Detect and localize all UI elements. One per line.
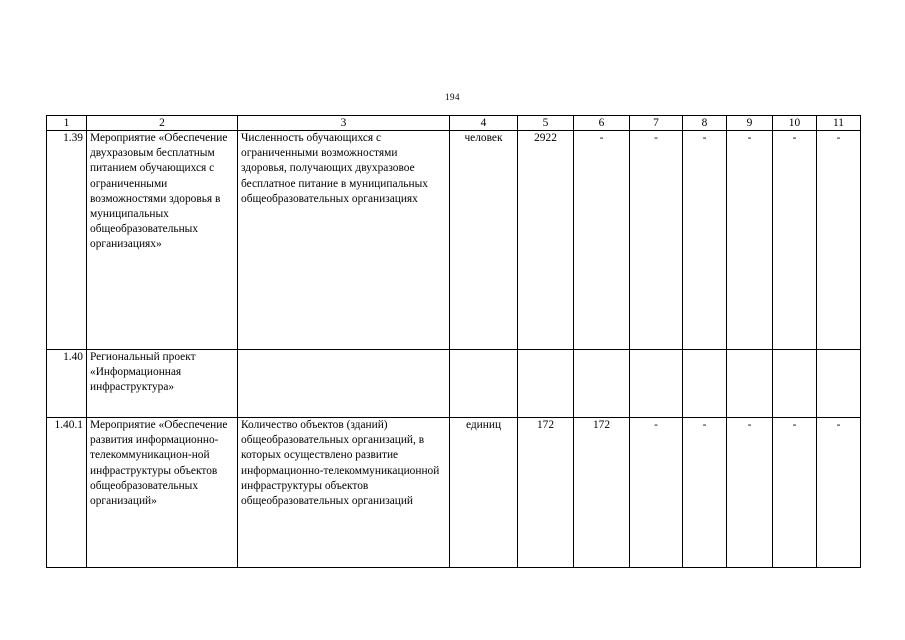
unit-cell: человек	[450, 131, 518, 350]
activity-name: Региональный проект «Информационная инфраструктура»	[87, 350, 238, 418]
value-cell: -	[727, 418, 773, 568]
header-cell: 11	[817, 116, 861, 131]
value-cell: -	[817, 131, 861, 350]
value-cell	[683, 350, 727, 418]
indicator-name: Количество объектов (зданий) общеобразовательных организаций, в которых осуществлено развитие информационно-телекоммуникационной инфраструктуры объектов общеобразовательных организаций	[238, 418, 450, 568]
unit-cell	[450, 350, 518, 418]
table-row	[47, 418, 861, 568]
value-cell: 172	[518, 418, 574, 568]
header-cell: 1	[47, 116, 87, 131]
header-cell: 6	[574, 116, 630, 131]
value-cell: -	[630, 418, 683, 568]
indicator-name: Численность обучающихся с ограниченными возможностями здоровья, получающих двухразовое бесплатное питание в муниципальных общеобразовательных организациях	[238, 131, 450, 350]
indicator-name	[238, 350, 450, 418]
activity-name: Мероприятие «Обеспечение развития информационно-телекоммуникацион-ной инфраструктуры объектов общеобразовательных организаций»	[87, 418, 238, 568]
value-cell	[630, 350, 683, 418]
indicators-table	[46, 115, 861, 568]
value-cell	[817, 350, 861, 418]
value-cell	[727, 350, 773, 418]
value-cell	[574, 350, 630, 418]
table-header-row	[47, 116, 861, 131]
table-row	[47, 131, 861, 350]
value-cell: -	[773, 418, 817, 568]
value-cell: 172	[574, 418, 630, 568]
value-cell: -	[727, 131, 773, 350]
value-cell: -	[683, 418, 727, 568]
unit-cell: единиц	[450, 418, 518, 568]
value-cell: -	[817, 418, 861, 568]
header-cell: 2	[87, 116, 238, 131]
value-cell: -	[574, 131, 630, 350]
header-cell: 8	[683, 116, 727, 131]
table-row	[47, 350, 861, 418]
header-cell: 9	[727, 116, 773, 131]
header-cell: 4	[450, 116, 518, 131]
value-cell: 2922	[518, 131, 574, 350]
page-number: 194	[445, 92, 460, 102]
value-cell: -	[630, 131, 683, 350]
value-cell	[518, 350, 574, 418]
activity-name: Мероприятие «Обеспечение двухразовым бесплатным питанием обучающихся с ограниченными возможностями здоровья в муниципальных общеобразовательных организациях»	[87, 131, 238, 350]
header-cell: 7	[630, 116, 683, 131]
row-number: 1.40	[47, 350, 87, 418]
header-cell: 3	[238, 116, 450, 131]
header-cell: 5	[518, 116, 574, 131]
row-number: 1.39	[47, 131, 87, 350]
header-cell: 10	[773, 116, 817, 131]
row-number: 1.40.1	[47, 418, 87, 568]
value-cell: -	[683, 131, 727, 350]
value-cell	[773, 350, 817, 418]
value-cell: -	[773, 131, 817, 350]
